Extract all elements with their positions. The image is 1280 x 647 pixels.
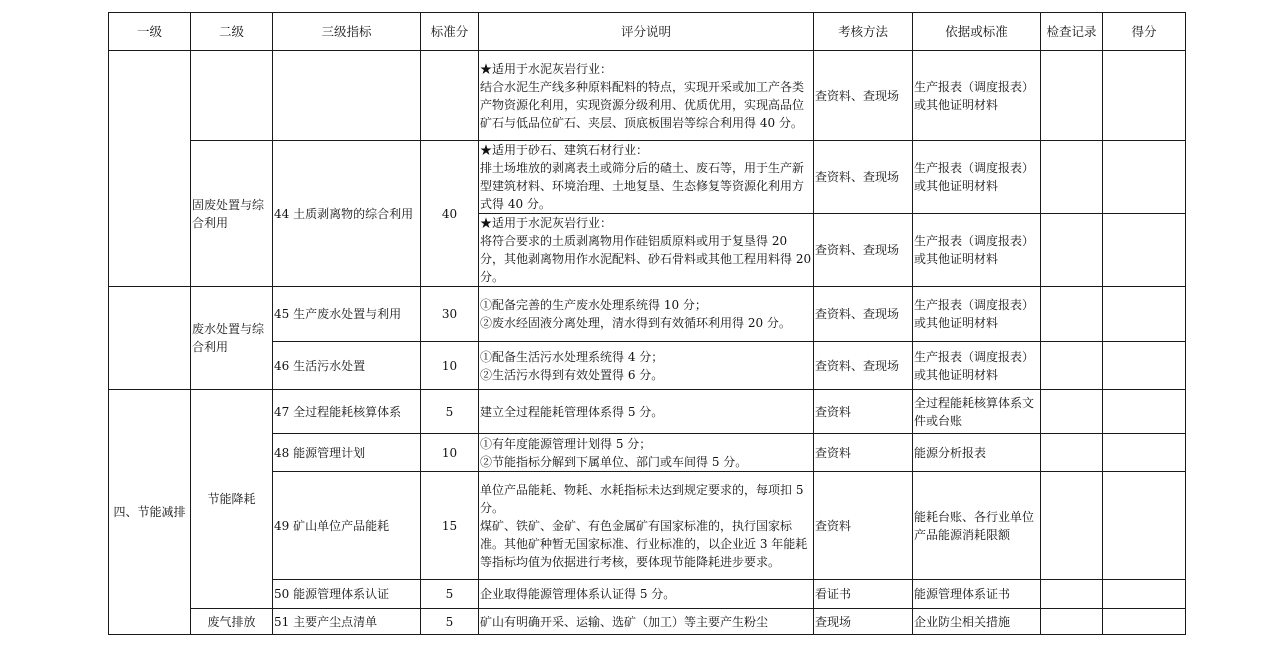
record-cell[interactable] (1041, 342, 1103, 390)
level2-waste-water: 废水处置与综合利用 (191, 287, 273, 390)
description-cell: ★适用于水泥灰岩行业： 将符合要求的土质剥离物用作硅铝质原料或用于复垦得 20 分，其他剥离物用作水泥配料、砂石骨料或其他工程用料得 20 分。 (479, 214, 814, 287)
method-cell: 查资料、查现场 (814, 141, 913, 214)
basis-cell: 生产报表（调度报表）或其他证明材料 (913, 51, 1041, 141)
col-header-method: 考核方法 (814, 13, 913, 51)
points-cell[interactable] (1103, 580, 1186, 609)
basis-cell: 生产报表（调度报表）或其他证明材料 (913, 141, 1041, 214)
method-cell: 查资料 (814, 472, 913, 580)
table-row (109, 390, 1186, 434)
score-item-51: 5 (421, 609, 479, 635)
method-cell: 查资料、查现场 (814, 342, 913, 390)
score-item-49: 15 (421, 472, 479, 580)
description-cell: ★适用于水泥灰岩行业： 结合水泥生产线多种原料配料的特点，实现开采或加工产各类产物资源化利用，实现资源分级利用、优质优用，实现高品位矿石与低品位矿石、夹层、顶底板围岩等综合利用得 40 分。 (479, 51, 814, 141)
points-cell[interactable] (1103, 609, 1186, 635)
col-header-level1: 一级 (109, 13, 191, 51)
points-cell[interactable] (1103, 390, 1186, 434)
col-header-level3: 三级指标 (273, 13, 421, 51)
level3-item-45: 45 生产废水处置与利用 (273, 287, 421, 342)
method-cell: 查现场 (814, 609, 913, 635)
description-cell: 企业取得能源管理体系认证得 5 分。 (479, 580, 814, 609)
level2-cell-empty (191, 51, 273, 141)
score-item-48: 10 (421, 434, 479, 472)
header-row (109, 13, 1186, 51)
level2-solid-waste: 固废处置与综合利用 (191, 141, 273, 287)
points-cell[interactable] (1103, 287, 1186, 342)
description-cell: ①配备完善的生产废水处理系统得 10 分； ②废水经固液分离处理，清水得到有效循环利用得 20 分。 (479, 287, 814, 342)
level3-item-44: 44 土质剥离物的综合利用 (273, 141, 421, 287)
evaluation-table (108, 12, 1186, 635)
level3-item-48: 48 能源管理计划 (273, 434, 421, 472)
points-cell[interactable] (1103, 141, 1186, 214)
table-row (109, 141, 1186, 214)
level3-item-51: 51 主要产尘点清单 (273, 609, 421, 635)
level3-item-47: 47 全过程能耗核算体系 (273, 390, 421, 434)
basis-cell: 生产报表（调度报表）或其他证明材料 (913, 214, 1041, 287)
level3-cell-empty (273, 51, 421, 141)
table-row (109, 287, 1186, 342)
basis-cell: 企业防尘相关措施 (913, 609, 1041, 635)
method-cell: 查资料、查现场 (814, 51, 913, 141)
table-row (109, 609, 1186, 635)
score-item-46: 10 (421, 342, 479, 390)
level1-energy-saving: 四、节能减排 (109, 390, 191, 635)
col-header-level2: 二级 (191, 13, 273, 51)
method-cell: 查资料、查现场 (814, 214, 913, 287)
record-cell[interactable] (1041, 609, 1103, 635)
description-cell: ①配备生活污水处理系统得 4 分； ②生活污水得到有效处置得 6 分。 (479, 342, 814, 390)
level2-exhaust-gas: 废气排放 (191, 609, 273, 635)
method-cell: 查资料 (814, 390, 913, 434)
basis-cell: 能源分析报表 (913, 434, 1041, 472)
level3-item-50: 50 能源管理体系认证 (273, 580, 421, 609)
score-item-44: 40 (421, 141, 479, 287)
score-item-50: 5 (421, 580, 479, 609)
record-cell[interactable] (1041, 472, 1103, 580)
points-cell[interactable] (1103, 214, 1186, 287)
col-header-record: 检查记录 (1041, 13, 1103, 51)
level2-energy-reduction: 节能降耗 (191, 390, 273, 609)
points-cell[interactable] (1103, 342, 1186, 390)
col-header-basis: 依据或标准 (913, 13, 1041, 51)
method-cell: 查资料、查现场 (814, 287, 913, 342)
record-cell[interactable] (1041, 214, 1103, 287)
description-cell: ★适用于砂石、建筑石材行业： 排土场堆放的剥离表土或筛分后的碴土、废石等，用于生产新型建筑材料、环境治理、土地复垦、生态修复等资源化利用方式得 40 分。 (479, 141, 814, 214)
level1-cell-empty (109, 287, 191, 390)
points-cell[interactable] (1103, 51, 1186, 141)
method-cell: 查资料 (814, 434, 913, 472)
record-cell[interactable] (1041, 51, 1103, 141)
record-cell[interactable] (1041, 434, 1103, 472)
col-header-score: 标准分 (421, 13, 479, 51)
level3-item-46: 46 生活污水处置 (273, 342, 421, 390)
description-cell: 矿山有明确开采、运输、选矿（加工）等主要产生粉尘 (479, 609, 814, 635)
level3-item-49: 49 矿山单位产品能耗 (273, 472, 421, 580)
method-cell: 看证书 (814, 580, 913, 609)
level1-cell-empty (109, 51, 191, 287)
description-cell: 建立全过程能耗管理体系得 5 分。 (479, 390, 814, 434)
basis-cell: 生产报表（调度报表）或其他证明材料 (913, 287, 1041, 342)
record-cell[interactable] (1041, 141, 1103, 214)
score-cell-empty (421, 51, 479, 141)
basis-cell: 能耗台账、各行业单位产品能源消耗限额 (913, 472, 1041, 580)
record-cell[interactable] (1041, 287, 1103, 342)
record-cell[interactable] (1041, 580, 1103, 609)
table-row (109, 51, 1186, 141)
col-header-points: 得分 (1103, 13, 1186, 51)
score-item-47: 5 (421, 390, 479, 434)
basis-cell: 全过程能耗核算体系文件或台账 (913, 390, 1041, 434)
basis-cell: 生产报表（调度报表）或其他证明材料 (913, 342, 1041, 390)
record-cell[interactable] (1041, 390, 1103, 434)
description-cell: 单位产品能耗、物耗、水耗指标未达到规定要求的，每项扣 5 分。 煤矿、铁矿、金矿、有色金属矿有国家标准的，执行国家标准。其他矿种暂无国家标准、行业标准的，以企业近 3 年能耗等指标均值为依据进行考核，要体现节能降耗进步要求。 (479, 472, 814, 580)
points-cell[interactable] (1103, 472, 1186, 580)
col-header-description: 评分说明 (479, 13, 814, 51)
points-cell[interactable] (1103, 434, 1186, 472)
score-item-45: 30 (421, 287, 479, 342)
basis-cell: 能源管理体系证书 (913, 580, 1041, 609)
description-cell: ①有年度能源管理计划得 5 分； ②节能指标分解到下属单位、部门或车间得 5 分。 (479, 434, 814, 472)
